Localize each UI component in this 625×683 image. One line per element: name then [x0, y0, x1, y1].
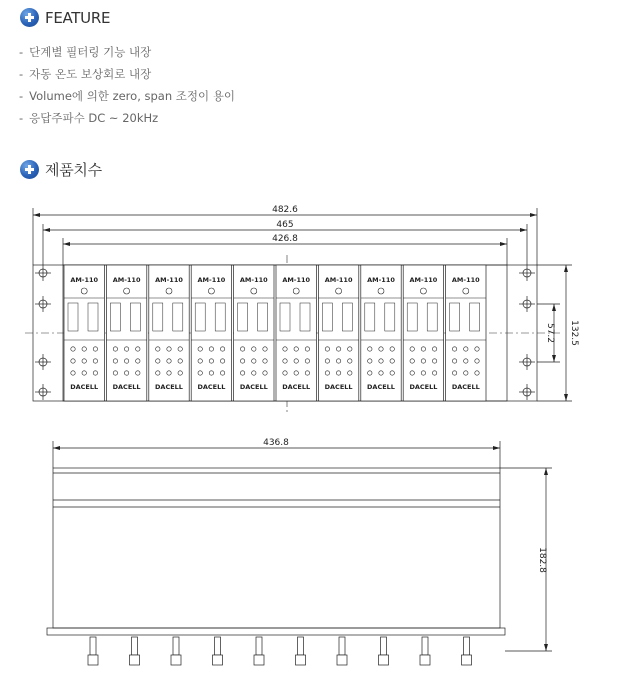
module-model-label: AM-110	[155, 276, 183, 284]
module-model-label: AM-110	[112, 276, 141, 284]
module-brand-label: DACELL	[112, 383, 141, 391]
connector	[213, 637, 223, 665]
module-brand-label: DACELL	[197, 383, 226, 391]
module-brand-label: DACELL	[409, 383, 438, 391]
module-model-label: AM-110	[70, 276, 99, 284]
amplifier-module	[446, 265, 486, 401]
feature-item: - 응답주파수 DC ~ 20kHz	[19, 111, 159, 125]
module-model-label: AM-110	[451, 276, 480, 284]
connector	[171, 637, 181, 665]
module-model-label: AM-110	[367, 276, 395, 284]
dim-side-width: 436.8	[263, 438, 289, 448]
module-brand-label: DACELL	[70, 383, 99, 391]
module-group	[64, 265, 486, 401]
amplifier-module	[191, 265, 231, 401]
connector	[296, 637, 306, 665]
connector	[420, 637, 430, 665]
module-brand-label: DACELL	[324, 383, 353, 391]
module-model-label: AM-110	[324, 276, 353, 284]
amplifier-module	[234, 265, 274, 401]
module-model-label: AM-110	[197, 276, 226, 284]
module-brand-label: DACELL	[239, 383, 268, 391]
module-model-label: AM-110	[409, 276, 438, 284]
module-brand-label: DACELL	[367, 383, 395, 391]
dim-overall-width: 482.6	[272, 205, 298, 215]
amplifier-module	[149, 265, 189, 401]
connector	[379, 637, 389, 665]
connector	[462, 637, 472, 665]
amplifier-module	[403, 265, 443, 401]
dim-mount-width: 465	[276, 220, 294, 230]
feature-item: - Volume에 의한 zero, span 조정이 용이	[19, 89, 235, 103]
module-model-label: AM-110	[239, 276, 268, 284]
dim-overall-height: 132.5	[569, 320, 579, 346]
feature-item: - 자동 온도 보상회로 내장	[19, 67, 152, 81]
connector	[88, 637, 98, 665]
amplifier-module	[361, 265, 401, 401]
amplifier-module	[106, 265, 146, 401]
amplifier-module	[318, 265, 358, 401]
connector	[254, 637, 264, 665]
dimension-title: 제품치수	[45, 161, 102, 179]
connector	[337, 637, 347, 665]
amplifier-module	[276, 265, 316, 401]
amplifier-module	[64, 265, 104, 401]
dim-inner-width: 426.8	[272, 234, 298, 244]
feature-title: FEATURE	[45, 8, 111, 27]
module-model-label: AM-110	[282, 276, 311, 284]
feature-item: - 단계별 필터링 기능 내장	[19, 45, 152, 59]
module-brand-label: DACELL	[451, 383, 480, 391]
dim-mount-height: 57.2	[545, 322, 555, 344]
dim-side-height: 182.8	[537, 547, 547, 573]
connector	[130, 637, 140, 665]
module-brand-label: DACELL	[282, 383, 311, 391]
module-brand-label: DACELL	[155, 383, 183, 391]
